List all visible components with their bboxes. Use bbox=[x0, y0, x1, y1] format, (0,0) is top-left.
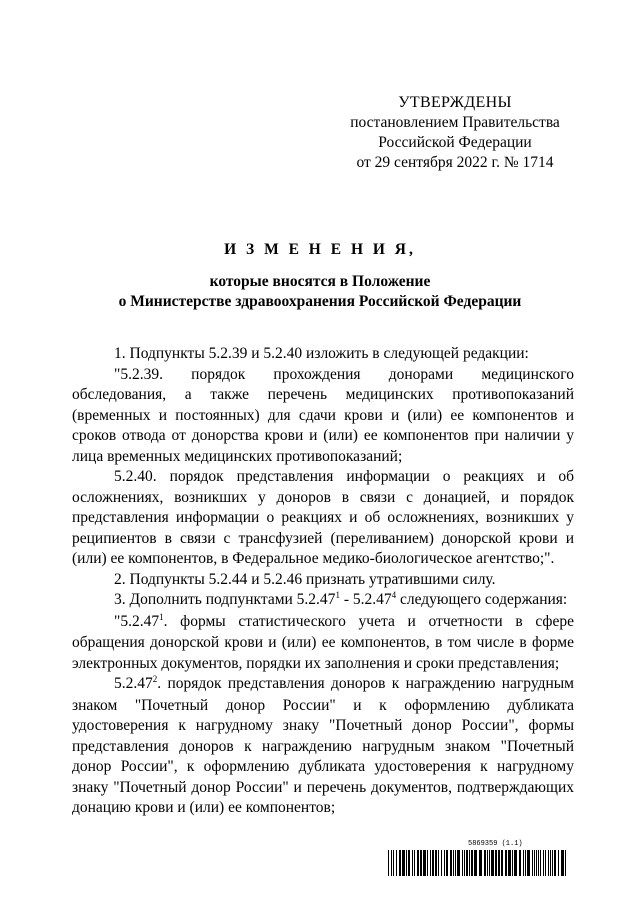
paragraph-2: "5.2.39. порядок прохождения донорами медицинского обследования, а также перечень медицинских противопоказаний (временных и постоянных) для сдачи крови и (или) ее компонентов и сроков отвода от донорства крови и (или) ее компонентов при наличии у лица временных медицинских противопоказаний; bbox=[72, 365, 574, 465]
paragraph-6 bbox=[72, 612, 574, 675]
paragraph-5-part-a: 3. Дополнить подпунктами 5.2.47 bbox=[114, 591, 336, 608]
title-sub-1: которые вносятся в Положение bbox=[209, 273, 431, 290]
paragraph-5-part-b: - 5.2.47 bbox=[339, 591, 392, 608]
document-title bbox=[0, 240, 640, 312]
title-main: И З М Е Н Е Н И Я, bbox=[224, 241, 416, 258]
paragraph-7 bbox=[72, 674, 574, 819]
superscript: 2 bbox=[152, 674, 158, 684]
approval-stamp bbox=[330, 93, 580, 173]
approval-line-1: постановлением Правительства bbox=[350, 114, 560, 131]
barcode-block bbox=[388, 840, 568, 878]
paragraph-5-part-c: следующего содержания: bbox=[396, 591, 568, 608]
paragraph-4: 2. Подпункты 5.2.44 и 5.2.46 признать утратившими силу. bbox=[114, 570, 496, 588]
approval-line-2: Российской Федерации bbox=[378, 134, 532, 151]
barcode-label: 5869359 (1.1) bbox=[468, 840, 523, 848]
paragraph-7-part-b: . порядок представления доноров к награждению нагрудным знаком "Почетный донор России" и к оформлению дубликата удостоверения к нагрудному знаку "Почетный донор России", формы представления доноров к награждению нагрудным знаком "Почетный донор России", к оформлению дубликата удостоверения к нагрудному знаку "Почетный донор России" и перечень документов, подтверждающих донацию крови и (или) ее компонентов; bbox=[72, 675, 574, 816]
paragraph-6-part-a: "5.2.47 bbox=[114, 612, 160, 630]
barcode-icon bbox=[388, 850, 568, 876]
paragraph-1: 1. Подпункты 5.2.39 и 5.2.40 изложить в следующей редакции: bbox=[114, 345, 529, 362]
paragraph-5 bbox=[72, 590, 574, 612]
approval-heading: УТВЕРЖДЕНЫ bbox=[398, 94, 512, 111]
paragraph-3: 5.2.40. порядок представления информации о реакциях и об осложнениях, возникших у доноров в связи с донацией, и порядок представления информации о реакциях и об осложнениях, возникших у реципиентов в связи с трансфузией (переливанием) донорской крови и (или) ее компонентов, в Федеральное медико-биологическое агентство;". bbox=[72, 468, 574, 567]
approval-line-3: от 29 сентября 2022 г. № 1714 bbox=[356, 154, 554, 171]
title-sub-2: о Министерстве здравоохранения Российской Федерации bbox=[118, 293, 522, 310]
document-body bbox=[72, 344, 574, 819]
superscript: 1 bbox=[335, 590, 340, 600]
paragraph-7-part-a: 5.2.47 bbox=[114, 675, 153, 692]
superscript: 4 bbox=[391, 590, 397, 600]
superscript: 1 bbox=[159, 611, 164, 622]
paragraph-6-part-b: . формы статистического учета и отчетности в сфере обращения донорской крови и (или) ее компонентов, в том числе в форме электронных документов, порядки их заполнения и сроки представления; bbox=[72, 612, 574, 672]
